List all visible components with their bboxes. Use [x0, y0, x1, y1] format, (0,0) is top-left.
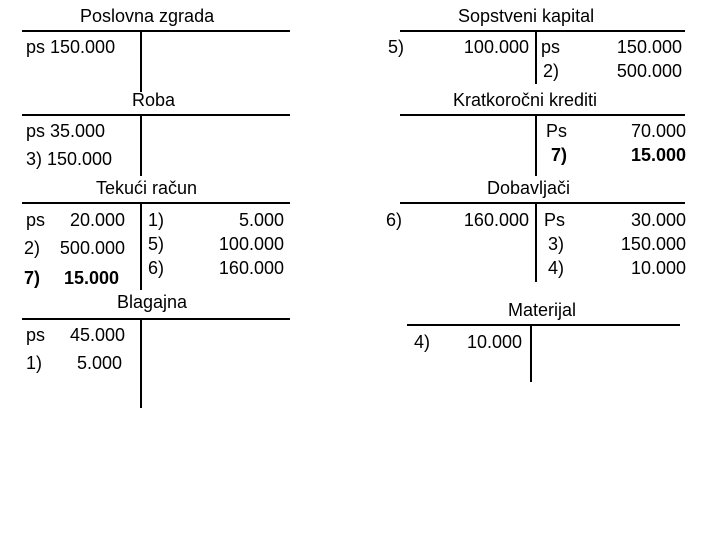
- entry-amount: 5.000: [76, 353, 122, 373]
- entry-ref: 1): [148, 210, 165, 230]
- entry-ref: 6): [148, 258, 165, 278]
- entry-amount: 500.000: [616, 61, 682, 81]
- entry-ref: 7): [24, 268, 41, 288]
- t-account-divider: [535, 202, 537, 282]
- entry-ref: 5): [148, 234, 165, 254]
- account-title-blagajna: Blagajna: [117, 292, 188, 312]
- t-account-divider: [140, 202, 142, 290]
- entry-ref: 2): [24, 238, 41, 258]
- t-account-divider: [530, 324, 532, 382]
- t-account-line: [22, 202, 290, 204]
- account-title-materijal: Materijal: [508, 300, 577, 320]
- t-account-divider: [140, 318, 142, 408]
- entry-ref: ps: [26, 325, 46, 345]
- entry-amount: 15.000: [63, 268, 119, 288]
- entry-ref: 1): [26, 353, 43, 373]
- entry-amount: 10.000: [466, 332, 522, 352]
- t-account-divider: [140, 30, 142, 92]
- account-title-kratkorocni-krediti: Kratkoročni krediti: [453, 90, 598, 110]
- entry-amount: 150.000: [620, 234, 686, 254]
- t-account-divider: [535, 30, 537, 84]
- account-title-sopstveni-kapital: Sopstveni kapital: [458, 6, 595, 26]
- entry-amount: 30.000: [630, 210, 686, 230]
- entry-amount: 45.000: [69, 325, 125, 345]
- t-account-line: [400, 30, 685, 32]
- entry-amount: 20.000: [69, 210, 125, 230]
- entry-ref: ps: [26, 210, 46, 230]
- entry-amount: 10.000: [630, 258, 686, 278]
- account-title-roba: Roba: [132, 90, 176, 110]
- entry-label: ps 35.000: [26, 121, 106, 141]
- account-title-dobavljaci: Dobavljači: [487, 178, 571, 198]
- entry-ref: 4): [548, 258, 565, 278]
- entry-amount: 100.000: [463, 37, 529, 57]
- entry-amount: 150.000: [616, 37, 682, 57]
- entry-amount: 70.000: [630, 121, 686, 141]
- t-account-line: [22, 318, 290, 320]
- t-account-line: [400, 114, 685, 116]
- entry-amount: 5.000: [238, 210, 284, 230]
- entry-label: 3) 150.000: [26, 149, 113, 169]
- t-account-line: [22, 30, 290, 32]
- entry-amount: 100.000: [218, 234, 284, 254]
- entry-amount: 500.000: [59, 238, 125, 258]
- entry-label: ps 150.000: [26, 37, 116, 57]
- t-account-divider: [535, 114, 537, 176]
- entry-amount: 160.000: [218, 258, 284, 278]
- entry-ref: Ps: [544, 210, 566, 230]
- entry-ref: 2): [543, 61, 560, 81]
- entry-ref: 7): [551, 145, 568, 165]
- account-title-tekuci-racun: Tekući račun: [96, 178, 198, 198]
- entry-ref: 5): [388, 37, 405, 57]
- account-title-poslovna-zgrada: Poslovna zgrada: [80, 6, 215, 26]
- entry-ref: 3): [548, 234, 565, 254]
- entry-amount: 15.000: [630, 145, 686, 165]
- entry-amount: 160.000: [463, 210, 529, 230]
- entry-ref: Ps: [546, 121, 568, 141]
- entry-ref: 4): [414, 332, 431, 352]
- entry-ref: 6): [386, 210, 403, 230]
- t-account-divider: [140, 114, 142, 176]
- entry-ref: ps: [541, 37, 561, 57]
- t-account-line: [400, 202, 685, 204]
- t-account-line: [22, 114, 290, 116]
- t-account-line: [407, 324, 680, 326]
